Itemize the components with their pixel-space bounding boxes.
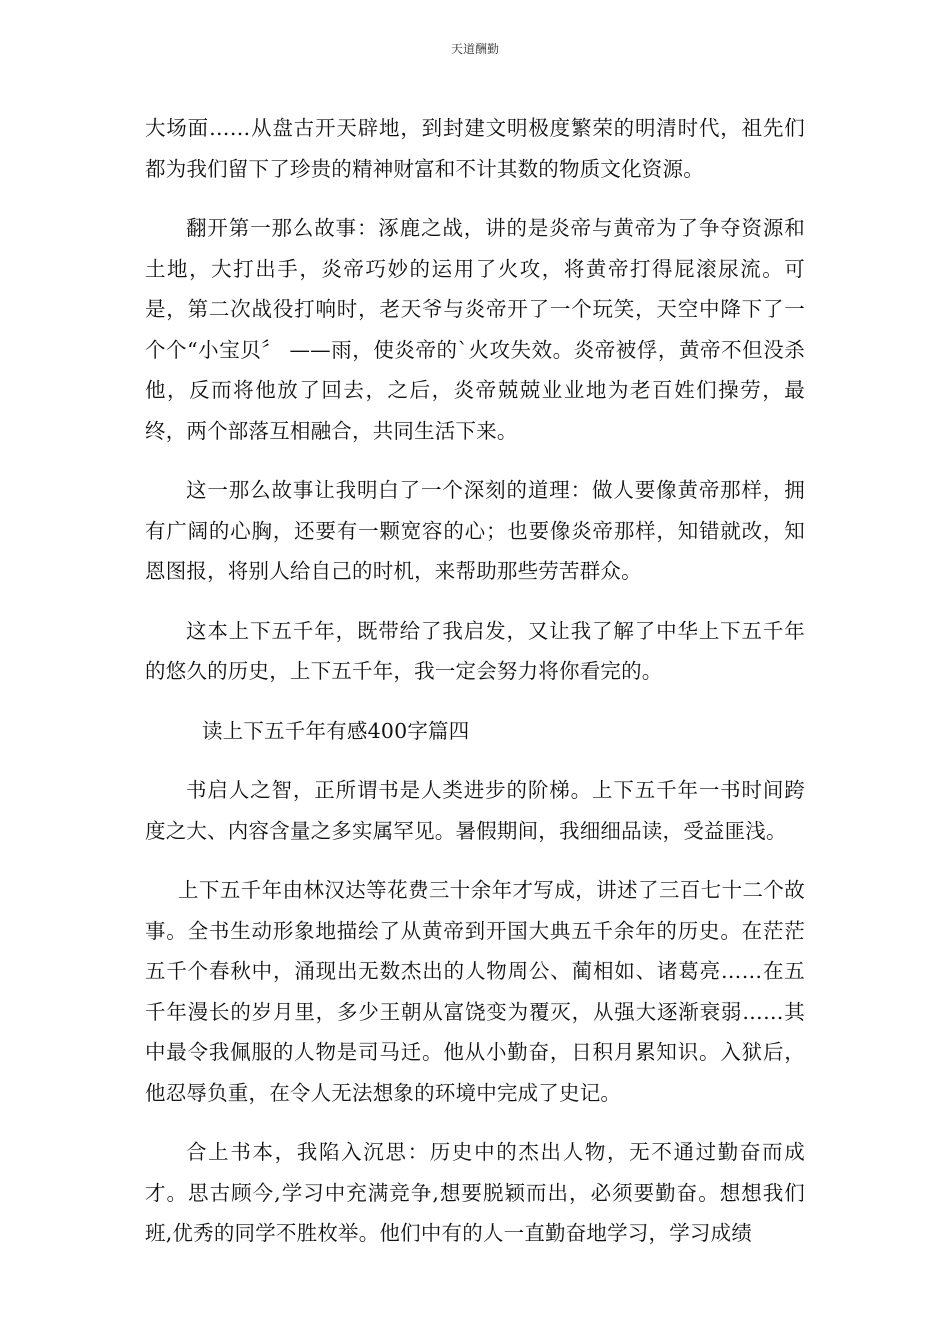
paragraph-zhuolu-battle: 翻开第一那么故事：涿鹿之战，讲的是炎帝与黄帝为了争夺资源和土地，大打出手，炎帝巧妙的运用了火攻，将黄帝打得屁滚尿流。可是，第二次战役打响时，老天爷与炎帝开了一个玩笑，天空中降下了一个个“小宝贝〞 ——雨，使炎帝的`火攻失效。炎帝被俘，黄帝不但没杀他，反而将他放了回去，之后，炎帝兢兢业业地为老百姓们操劳，最终，两个部落互相融合，共同生活下来。: [145, 216, 805, 443]
paragraph-intro-continuation: 大场面……从盘古开天辟地，到封建文明极度繁荣的明清时代，祖先们都为我们留下了珍贵的精神财富和不计其数的物质文化资源。: [145, 116, 805, 181]
paragraph-conclusion: 这本上下五千年，既带给了我启发，又让我了解了中华上下五千年的悠久的历史，上下五千年，我一定会努力将你看完的。: [145, 618, 805, 683]
page-header: 天道酬勤: [450, 42, 499, 56]
section-heading: 读上下五千年有感400字篇四: [202, 718, 470, 743]
paragraph-book-wisdom: 书启人之智，正所谓书是人类进步的阶梯。上下五千年一书时间跨度之大、内容含量之多实属罕见。暑假期间，我细细品读，受益匪浅。: [145, 778, 805, 843]
paragraph-reflection: 合上书本，我陷入沉思：历史中的杰出人物，无不通过勤奋而成才。思古顾今,学习中充满竞争,想要脱颖而出，必须要勤奋。想想我们班,优秀的同学不胜枚举。他们中有的人一直勤奋地学习，学习成绩: [145, 1140, 805, 1245]
document-body: [145, 108, 805, 1254]
paragraph-lesson: 这一那么故事让我明白了一个深刻的道理：做人要像黄帝那样，拥有广阔的心胸，还要有一颗宽容的心；也要像炎帝那样，知错就改，知恩图报，将别人给自己的时机，来帮助那些劳苦群众。: [145, 478, 805, 583]
paragraph-book-summary: 上下五千年由林汉达等花费三十余年才写成，讲述了三百七十二个故事。全书生动形象地描绘了从黄帝到开国大典五千余年的历史。在茫茫五千个春秋中，涌现出无数杰出的人物周公、蔺相如、诸葛亮……在五千年漫长的岁月里，多少王朝从富饶变为覆灭，从强大逐渐衰弱……其中最令我佩服的人物是司马迁。他从小勤奋，日积月累知识。入狱后，他忍辱负重，在令人无法想象的环境中完成了史记。: [145, 878, 805, 1105]
